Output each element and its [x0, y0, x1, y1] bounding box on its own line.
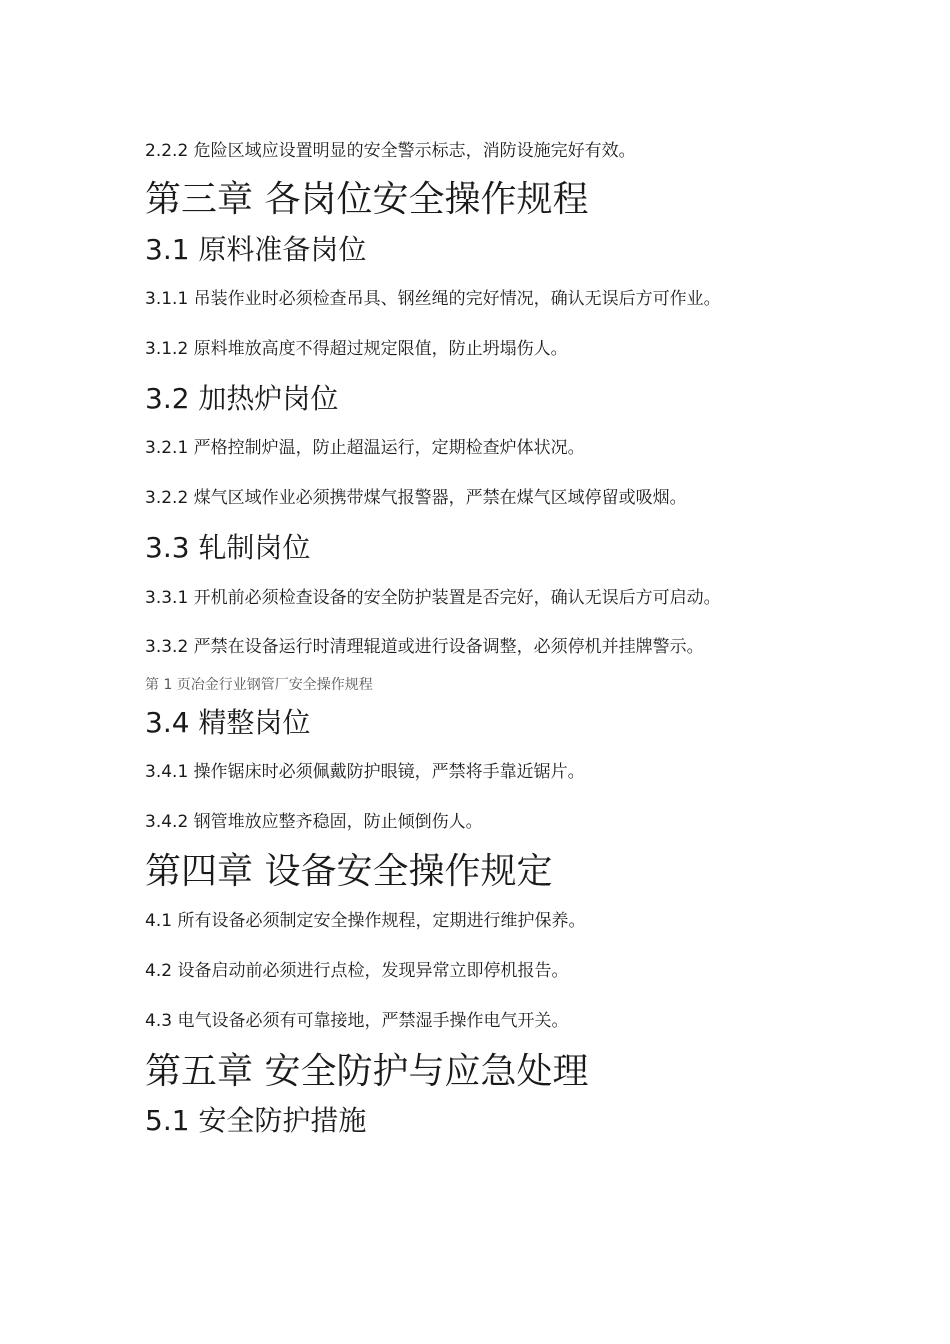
paragraph-3-1-2: 3.1.2 原料堆放高度不得超过规定限值，防止坍塌伤人。	[145, 339, 568, 359]
section-3-1-heading: 3.1 原料准备岗位	[145, 233, 367, 266]
paragraph-3-2-2: 3.2.2 煤气区域作业必须携带煤气报警器，严禁在煤气区域停留或吸烟。	[145, 488, 687, 508]
paragraph-3-2-1: 3.2.1 严格控制炉温，防止超温运行，定期检查炉体状况。	[145, 438, 585, 458]
section-3-3-heading: 3.3 轧制岗位	[145, 531, 311, 564]
section-5-1-heading: 5.1 安全防护措施	[145, 1104, 367, 1137]
section-3-4-heading: 3.4 精整岗位	[145, 706, 311, 739]
paragraph-4-3: 4.3 电气设备必须有可靠接地，严禁湿手操作电气开关。	[145, 1011, 569, 1031]
section-3-2-heading: 3.2 加热炉岗位	[145, 382, 339, 415]
paragraph-3-4-1: 3.4.1 操作锯床时必须佩戴防护眼镜，严禁将手靠近锯片。	[145, 762, 585, 782]
chapter-3-heading: 第三章 各岗位安全操作规程	[145, 179, 589, 220]
paragraph-3-3-2: 3.3.2 严禁在设备运行时清理辊道或进行设备调整，必须停机并挂牌警示。	[145, 637, 704, 657]
paragraph-3-1-1: 3.1.1 吊装作业时必须检查吊具、钢丝绳的完好情况，确认无误后方可作业。	[145, 289, 721, 309]
paragraph-2-2-2: 2.2.2 危险区域应设置明显的安全警示标志，消防设施完好有效。	[145, 141, 636, 161]
paragraph-3-4-2: 3.4.2 钢管堆放应整齐稳固，防止倾倒伤人。	[145, 812, 483, 832]
paragraph-4-1: 4.1 所有设备必须制定安全操作规程，定期进行维护保养。	[145, 911, 586, 931]
chapter-4-heading: 第四章 设备安全操作规定	[145, 851, 553, 892]
paragraph-3-3-1: 3.3.1 开机前必须检查设备的安全防护装置是否完好，确认无误后方可启动。	[145, 588, 721, 608]
page-footer: 第 1 页冶金行业钢管厂安全操作规程	[145, 677, 373, 693]
chapter-5-heading: 第五章 安全防护与应急处理	[145, 1051, 589, 1092]
paragraph-4-2: 4.2 设备启动前必须进行点检，发现异常立即停机报告。	[145, 961, 569, 981]
